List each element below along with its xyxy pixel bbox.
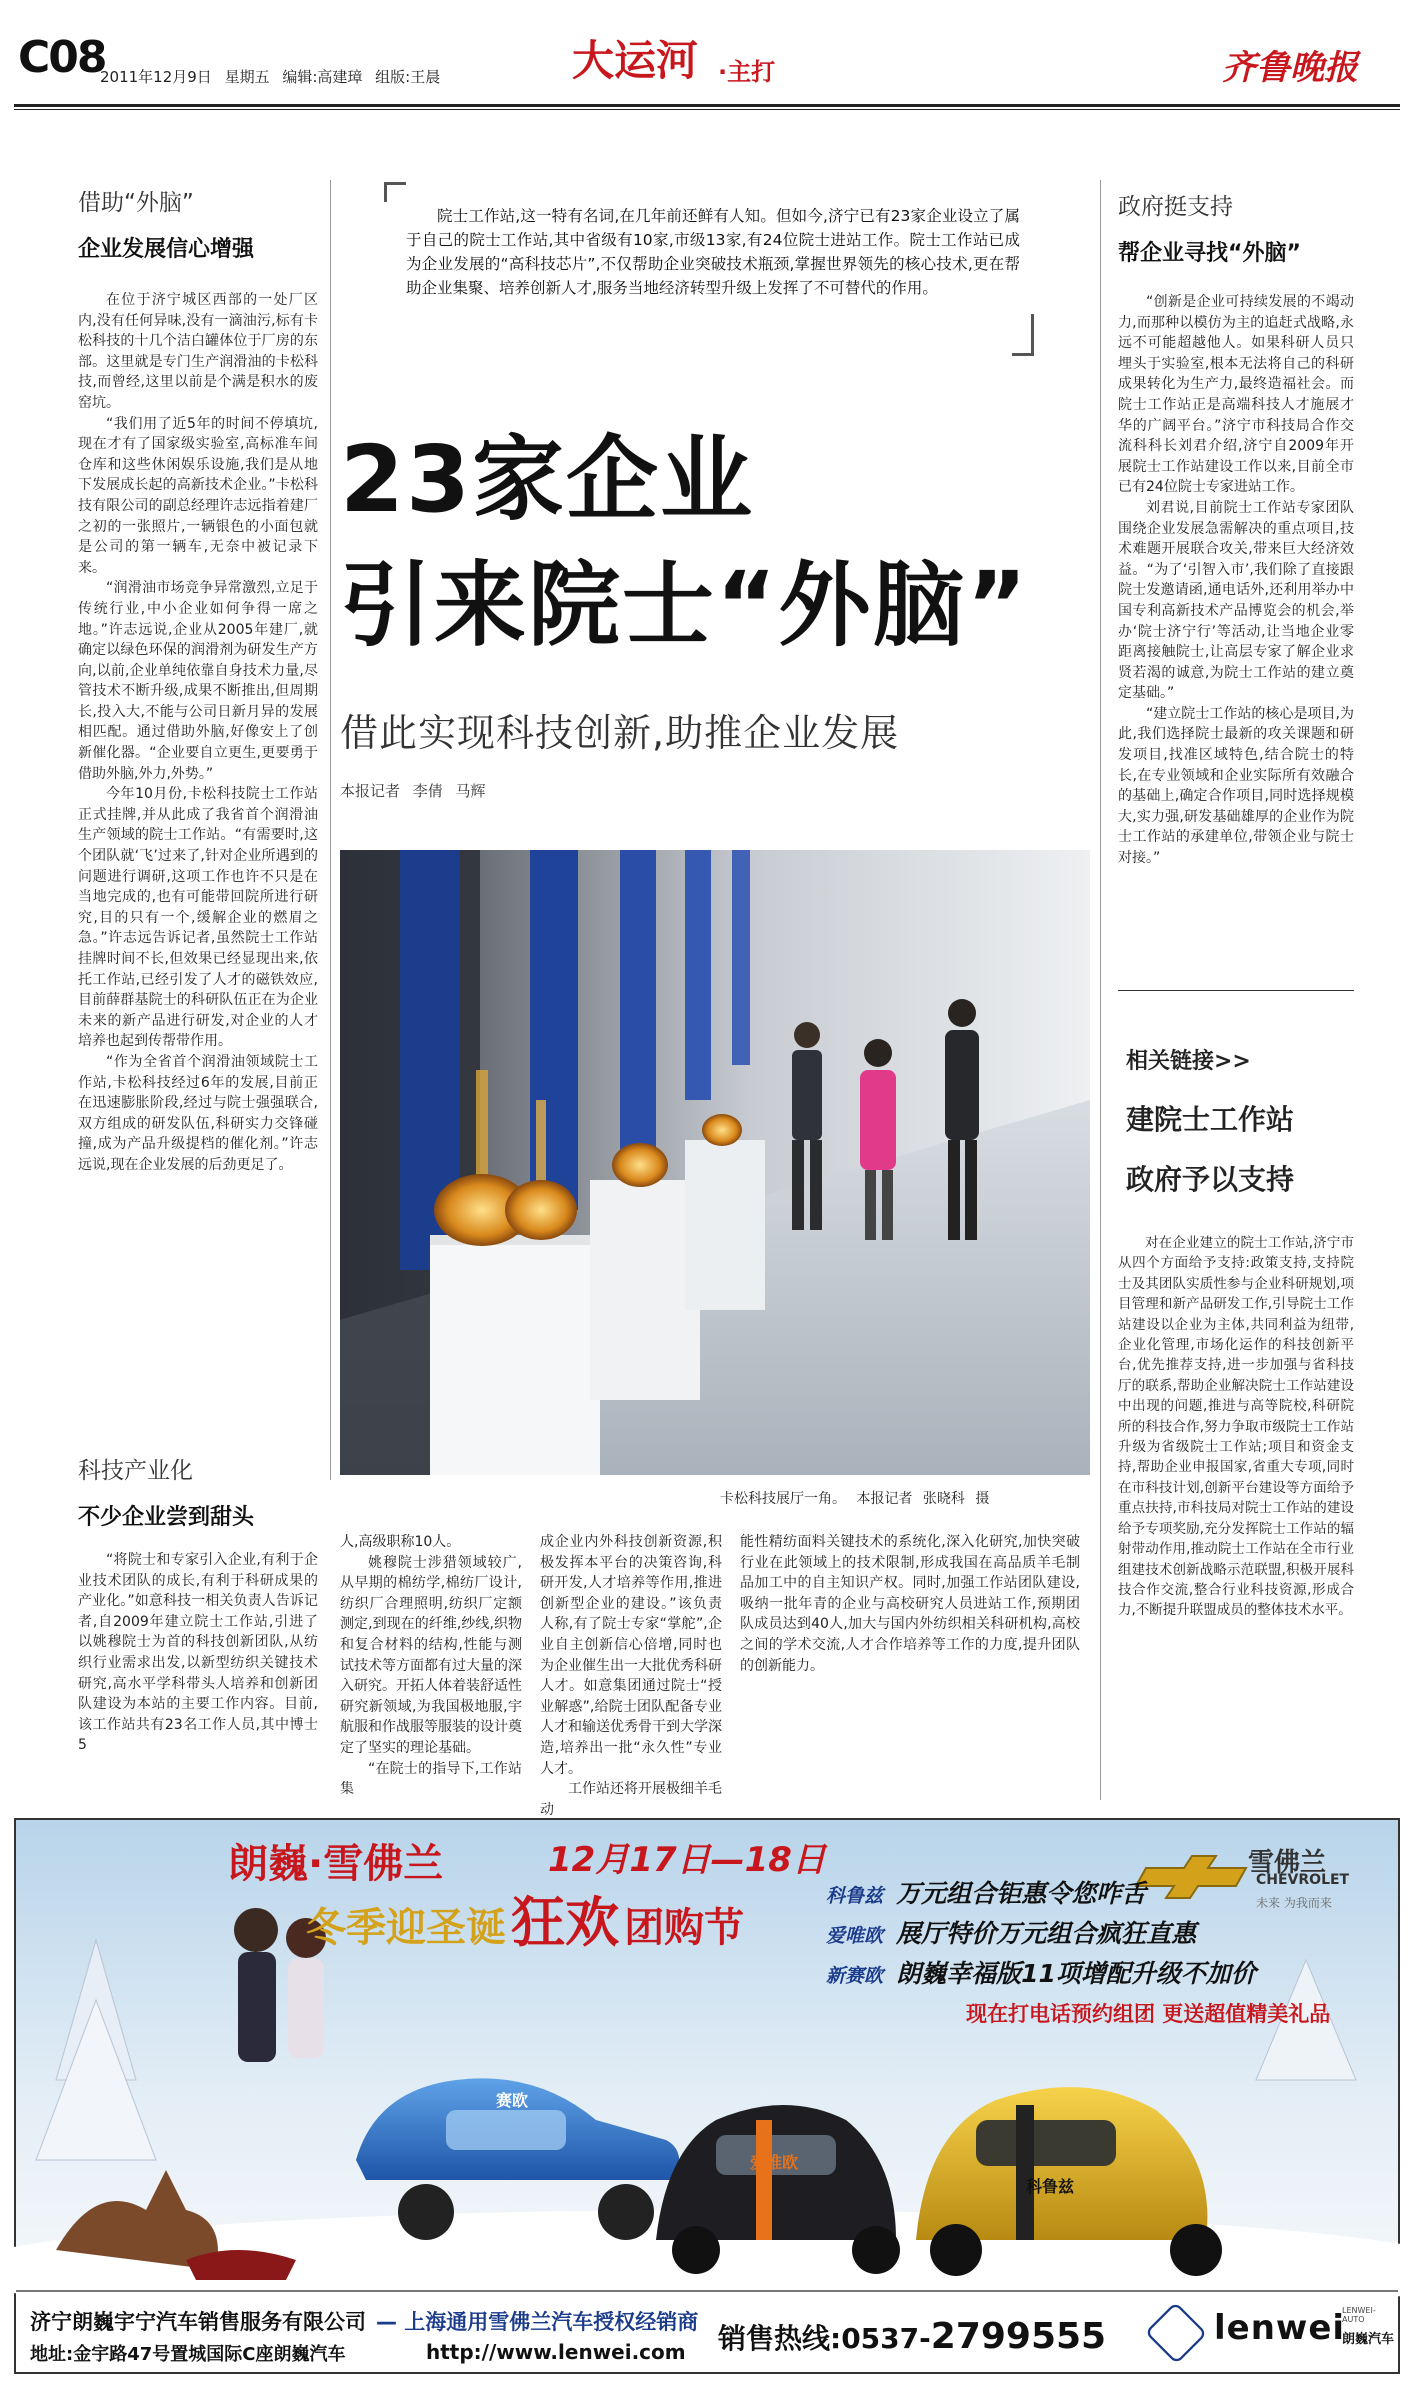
exhibition-photo-image xyxy=(340,850,1090,1475)
ad-authorized: — 上海通用雪佛兰汽车授权经销商 xyxy=(376,2310,699,2334)
ad-slogan-a: 冬季迎圣诞 xyxy=(306,1905,506,1951)
ad-brand-cn: 雪佛兰 xyxy=(1248,1848,1327,1878)
advertisement[interactable] xyxy=(14,1818,1400,2374)
ad-address: 地址:金宇路47号置城国际C座朗巍汽车 xyxy=(30,2344,346,2365)
paragraph: 在位于济宁城区西部的一处厂区内,没有任何异味,没有一滴油污,标有卡松科技的十几个洁白罐体位于厂房的东部。这里就是专门生产润滑油的卡松科技,而曾经,这里以前是个满是积水的废窑坑。 xyxy=(78,292,318,411)
column-divider-right xyxy=(1100,180,1101,1800)
paragraph: “作为全省首个润滑油领域院士工作站,卡松科技经过6年的发展,目前正在迅速膨胀阶段,经过与院士强强联合,双方组成的研发队伍,科研实力交锋碰撞,成为产品升级提档的催化剂。”许志远说,现在企业发展的后劲更足了。 xyxy=(78,1053,318,1173)
ad-offer-model: 科鲁兹 xyxy=(826,1885,884,1907)
ad-hotline-label: 销售热线: xyxy=(718,2322,842,2355)
paragraph: 能性精纺面料关键技术的系统化,深入化研究,加快突破行业在此领域上的技术限制,形成我国在高品质羊毛制品加工中的自主知识产权。同时,加强工作站团队建设,吸纳一批年青的企业与高校研究人员进站工作,预期团队成员达到40人,加大与国内外纺织相关科研机构,高校之间的学术交流,人才合作培养等工作的力度,提升团队的创新能力。 xyxy=(740,1534,1080,1674)
column-divider xyxy=(330,180,331,1480)
paragraph: 对在企业建立的院士工作站,济宁市从四个方面给予支持:政策支持,支持院士及其团队实质性参与企业科研规划,项目管理和新产品研发工作,引导院士工作站建设以企业为主体,共同利益为纽带,企业化管理,市场化运作的科技创新平台,优先推荐支持,进一步加强与省科技厅的联系,帮助企业解决院士工作站建设中出现的问题,推进与高等院校,科研院所的科技合作,努力争取市级院士工作站升级为省级院士工作站;项目和资金支持,帮助企业申报国家,省重大专项,同时在市科技计划,创新平台建设等方面给予重点扶持,市科技局对院士工作站的建设给予专项奖励,充分发挥院士工作站的辐射带动作用,推动院士工作站在全市行业组建技术创新战略示范联盟,积极开展科技合作交流,整合行业科技资源,形成合力,不断提升联盟成员的整体技术水平。 xyxy=(1118,1235,1354,1619)
ad-car3-label: 科鲁兹 xyxy=(1026,2177,1075,2196)
ad-footer xyxy=(16,2290,1398,2372)
page-number: C08 xyxy=(18,32,106,83)
ad-brand-title: 朗巍·雪佛兰 xyxy=(228,1841,444,1887)
ad-call-to-action: 现在打电话预约组团 更送超值精美礼品 xyxy=(966,2002,1331,2026)
ad-slogan-b: 狂欢 xyxy=(511,1891,620,1954)
left-column-body2 xyxy=(78,1550,318,1790)
paragraph: 人,高级职称10人。 xyxy=(340,1534,461,1550)
ad-offer-model: 爱唯欧 xyxy=(826,1925,884,1947)
header-meta: 2011年12月9日 星期五 编辑:高建璋 组版:王晨 xyxy=(100,68,441,86)
lead-paragraph xyxy=(406,204,1020,300)
ad-brand-tagline: 未来 为我而来 xyxy=(1256,1896,1332,1910)
paragraph: 成企业内外科技创新资源,积极发挥本平台的决策咨询,科研开发,人才培养等作用,推进创新型企业的建设。”该负责人称,有了院士专家“掌舵”,企业自主创新信心倍增,同时也为企业催生出一大批优秀科研人才。如意集团通过院士“授业解惑”,给院士团队配备专业人才和输送优秀骨干到大学深造,培养出一批“永久性”专业人才。 xyxy=(540,1534,722,1777)
left-section1-heading: 借助“外脑” xyxy=(78,190,194,216)
paragraph: 工作站还将开展极细羊毛动 xyxy=(540,1781,722,1818)
right-column-body xyxy=(1118,292,1354,958)
ad-logo-sub: 朗巍汽车 xyxy=(1342,2332,1395,2347)
lead-text: 院士工作站,这一特有名词,在几年前还鲜有人知。但如今,济宁已有23家企业设立了属于自己的院士工作站,其中省级有10家,市级13家,有24位院士进站工作。院士工作站已成为企业发展的“高科技芯片”,不仅帮助企业突破技术瓶颈,掌握世界领先的核心技术,更在帮助企业集聚、培养创新人才,服务当地经济转型升级上发挥了不可替代的作用。 xyxy=(406,207,1020,297)
paragraph: 姚穆院士涉猎领域较广,从早期的棉纺学,棉纺厂设计,纺织厂合理照明,纺织厂定额测定,到现在的纤维,纱线,织物和复合材料的结构,性能与测试技术等方面都有过大量的深入研究。开拓人体着装舒适性研究新领域,为我国极地服,宇航服和作战服等服装的设计奠定了坚实的理论基础。 xyxy=(340,1554,522,1756)
ad-offer-text: 朗巍幸福版11项增配升级不加价 xyxy=(896,1959,1256,1988)
bottom-column-4 xyxy=(740,1532,1080,1784)
bottom-column-3 xyxy=(540,1532,722,1818)
ad-url[interactable]: http://www.lenwei.com xyxy=(426,2340,686,2364)
ad-car1-label: 赛欧 xyxy=(496,2091,529,2110)
left-title1: 企业发展信心增强 xyxy=(78,237,255,262)
ad-car2-label: 爱唯欧 xyxy=(750,2153,799,2172)
ad-hotline[interactable] xyxy=(718,2316,1106,2357)
ad-date: 12月17日—18日 xyxy=(548,1840,826,1880)
paragraph: “建立院士工作站的核心是项目,为此,我们选择院士最新的攻关课题和研发项目,找准区域特色,结合院士的特长,在专业领域和企业实际所有效融合的基础上,确定合作项目,同时选择规模大,实力强,研发基础雄厚的企业作为院士工作站的承建单位,带领企业与院士对接。” xyxy=(1118,705,1354,867)
lead-bracket-top xyxy=(384,182,406,202)
right-title: 帮企业寻找“外脑” xyxy=(1118,241,1301,266)
paragraph: “创新是企业可持续发展的不竭动力,而那种以模仿为主的追赶式战略,永远不可能超越他人。如果科研人员只埋头于实验室,根本无法将自己的科研成果转化为生产力,最终造福社会。而院士工作站正是高端科技人才施展才华的广阔平台。”济宁市科技局合作交流科科长刘君介绍,济宁自2009年开展院士工作站建设工作以来,目前全市已有24位院士专家进站工作。 xyxy=(1118,294,1354,496)
paper-name: 齐鲁晚报 xyxy=(1222,48,1358,88)
ad-slogan-c: 团购节 xyxy=(624,1905,745,1951)
ad-logo-text: lenwei xyxy=(1214,2308,1346,2348)
paragraph: 刘君说,目前院士工作站专家团队围绕企业发展急需解决的重点项目,技术难题开展联合攻关,带来巨大经济效益。“为了‘引智入市’,我们除了直接跟院士发邀请函,通电话外,还利用举办中国专利高新技术产品博览会的机会,举办‘院士济宁行’等活动,让当地企业零距离接触院士,让高层专家了解企业求贤若渴的诚意,为院士工作站的建立奠定基础。” xyxy=(1118,499,1354,702)
column-sub: ·主打 xyxy=(718,58,776,86)
header-rule xyxy=(14,104,1400,107)
ad-offer-row xyxy=(826,1954,1386,1990)
ad-hotline-area: 0537- xyxy=(841,2322,931,2355)
left-column-body xyxy=(78,290,318,1430)
ad-offer-text: 展厅特价万元组合疯狂直惠 xyxy=(896,1919,1197,1948)
related-title-line1: 建院士工作站 xyxy=(1126,1103,1295,1136)
lead-bracket-bottom xyxy=(1012,314,1034,356)
exhibition-photo xyxy=(340,850,1090,1475)
ad-hotline-number: 2799555 xyxy=(930,2316,1107,2357)
paragraph: “我们用了近5年的时间不停填坑,现在才有了国家级实验室,高标准车间仓库和这些休闲娱乐设施,我们是从地下发展成长起的高新技术企业。”卡松科技有限公司的副总经理许志远指着建厂之初的一张照片,一辆银色的小面包就是公司的第一辆车,无奈中被记录下来。 xyxy=(78,415,318,576)
ad-offer-list xyxy=(826,1874,1386,1990)
header-rule-thin xyxy=(14,109,1400,110)
ad-offer-text: 万元组合钜惠令您咋舌 xyxy=(896,1879,1147,1908)
paragraph: “将院士和专家引入企业,有利于企业技术团队的成长,有利于科研成果的产业化。”如意科技一相关负责人告诉记者,自2009年建立院士工作站,引进了以姚穆院士为首的科技创新团队,从纺织行业需求出发,以新型纺织关键技术研究,高水平学科带头人培养和创新团队建设为本站的主要工作内容。目前,该工作站共有23名工作人员,其中博士5 xyxy=(78,1552,318,1754)
ad-offer-row xyxy=(826,1914,1386,1950)
byline: 本报记者 李倩 马辉 xyxy=(340,782,486,800)
paragraph: “润滑油市场竞争异常激烈,立足于传统行业,中小企业如何争得一席之地。”许志远说,企业从2005年建厂,就确定以绿色环保的润滑剂为研发生产方向,以前,企业单纯依靠自身技术力量,尽管技术不断升级,成果不断推出,但周期长,投入大,不能与公司日新月异的发展相匹配。通过借助外脑,好像安上了创新催化器。“企业要自立更生,更要勇于借助外脑,外力,外势。” xyxy=(78,580,318,782)
related-title-line2: 政府予以支持 xyxy=(1126,1163,1295,1196)
ad-offer-model: 新赛欧 xyxy=(826,1965,884,1987)
subheadline: 借此实现科技创新,助推企业发展 xyxy=(340,711,900,755)
paragraph: 今年10月份,卡松科技院士工作站正式挂牌,并从此成了我省首个润滑油生产领域的院士工作站。“有需要时,这个团队就‘飞’过来了,针对企业所遇到的问题进行调研,这项工作也许不只是在当地完成的,也有可能带回院所进行研究,目的只有一个,缓解企业的燃眉之急。”许志远告诉记者,虽然院士工作站挂牌时间不长,但效果已经显现出来,依托工作站,已经引发了人才的磁铁效应,目前薛群基院士的科研队伍正在为企业未来的新产品进行研发,对企业的人才培养也起到传帮带作用。 xyxy=(78,786,318,1050)
left-section2-heading: 科技产业化 xyxy=(78,1458,193,1484)
page-header xyxy=(0,0,1417,120)
right-separator xyxy=(1118,990,1354,991)
ad-lenwei-emblem-icon xyxy=(1145,2302,1208,2365)
related-link-label[interactable]: 相关链接>> xyxy=(1126,1049,1251,1074)
photo-caption: 卡松科技展厅一角。 本报记者 张晓科 摄 xyxy=(720,1491,990,1507)
paragraph: “在院士的指导下,工作站集 xyxy=(340,1760,522,1798)
right-section-heading: 政府挺支持 xyxy=(1118,194,1233,220)
headline-line1: 23家企业 xyxy=(340,426,755,533)
ad-logo-small: LENWEI-AUTO xyxy=(1342,2306,1376,2324)
column-name: 大运河 xyxy=(572,36,699,85)
ad-brand-en: CHEVROLET xyxy=(1256,1872,1350,1888)
headline-line2: 引来院士“外脑” xyxy=(340,552,1029,659)
ad-slogan xyxy=(306,1880,744,1957)
ad-company: 济宁朗巍宇宁汽车销售服务有限公司 xyxy=(30,2310,366,2334)
related-body xyxy=(1118,1233,1354,1793)
bottom-column-2 xyxy=(340,1532,522,1798)
left-title2: 不少企业尝到甜头 xyxy=(78,1505,255,1530)
